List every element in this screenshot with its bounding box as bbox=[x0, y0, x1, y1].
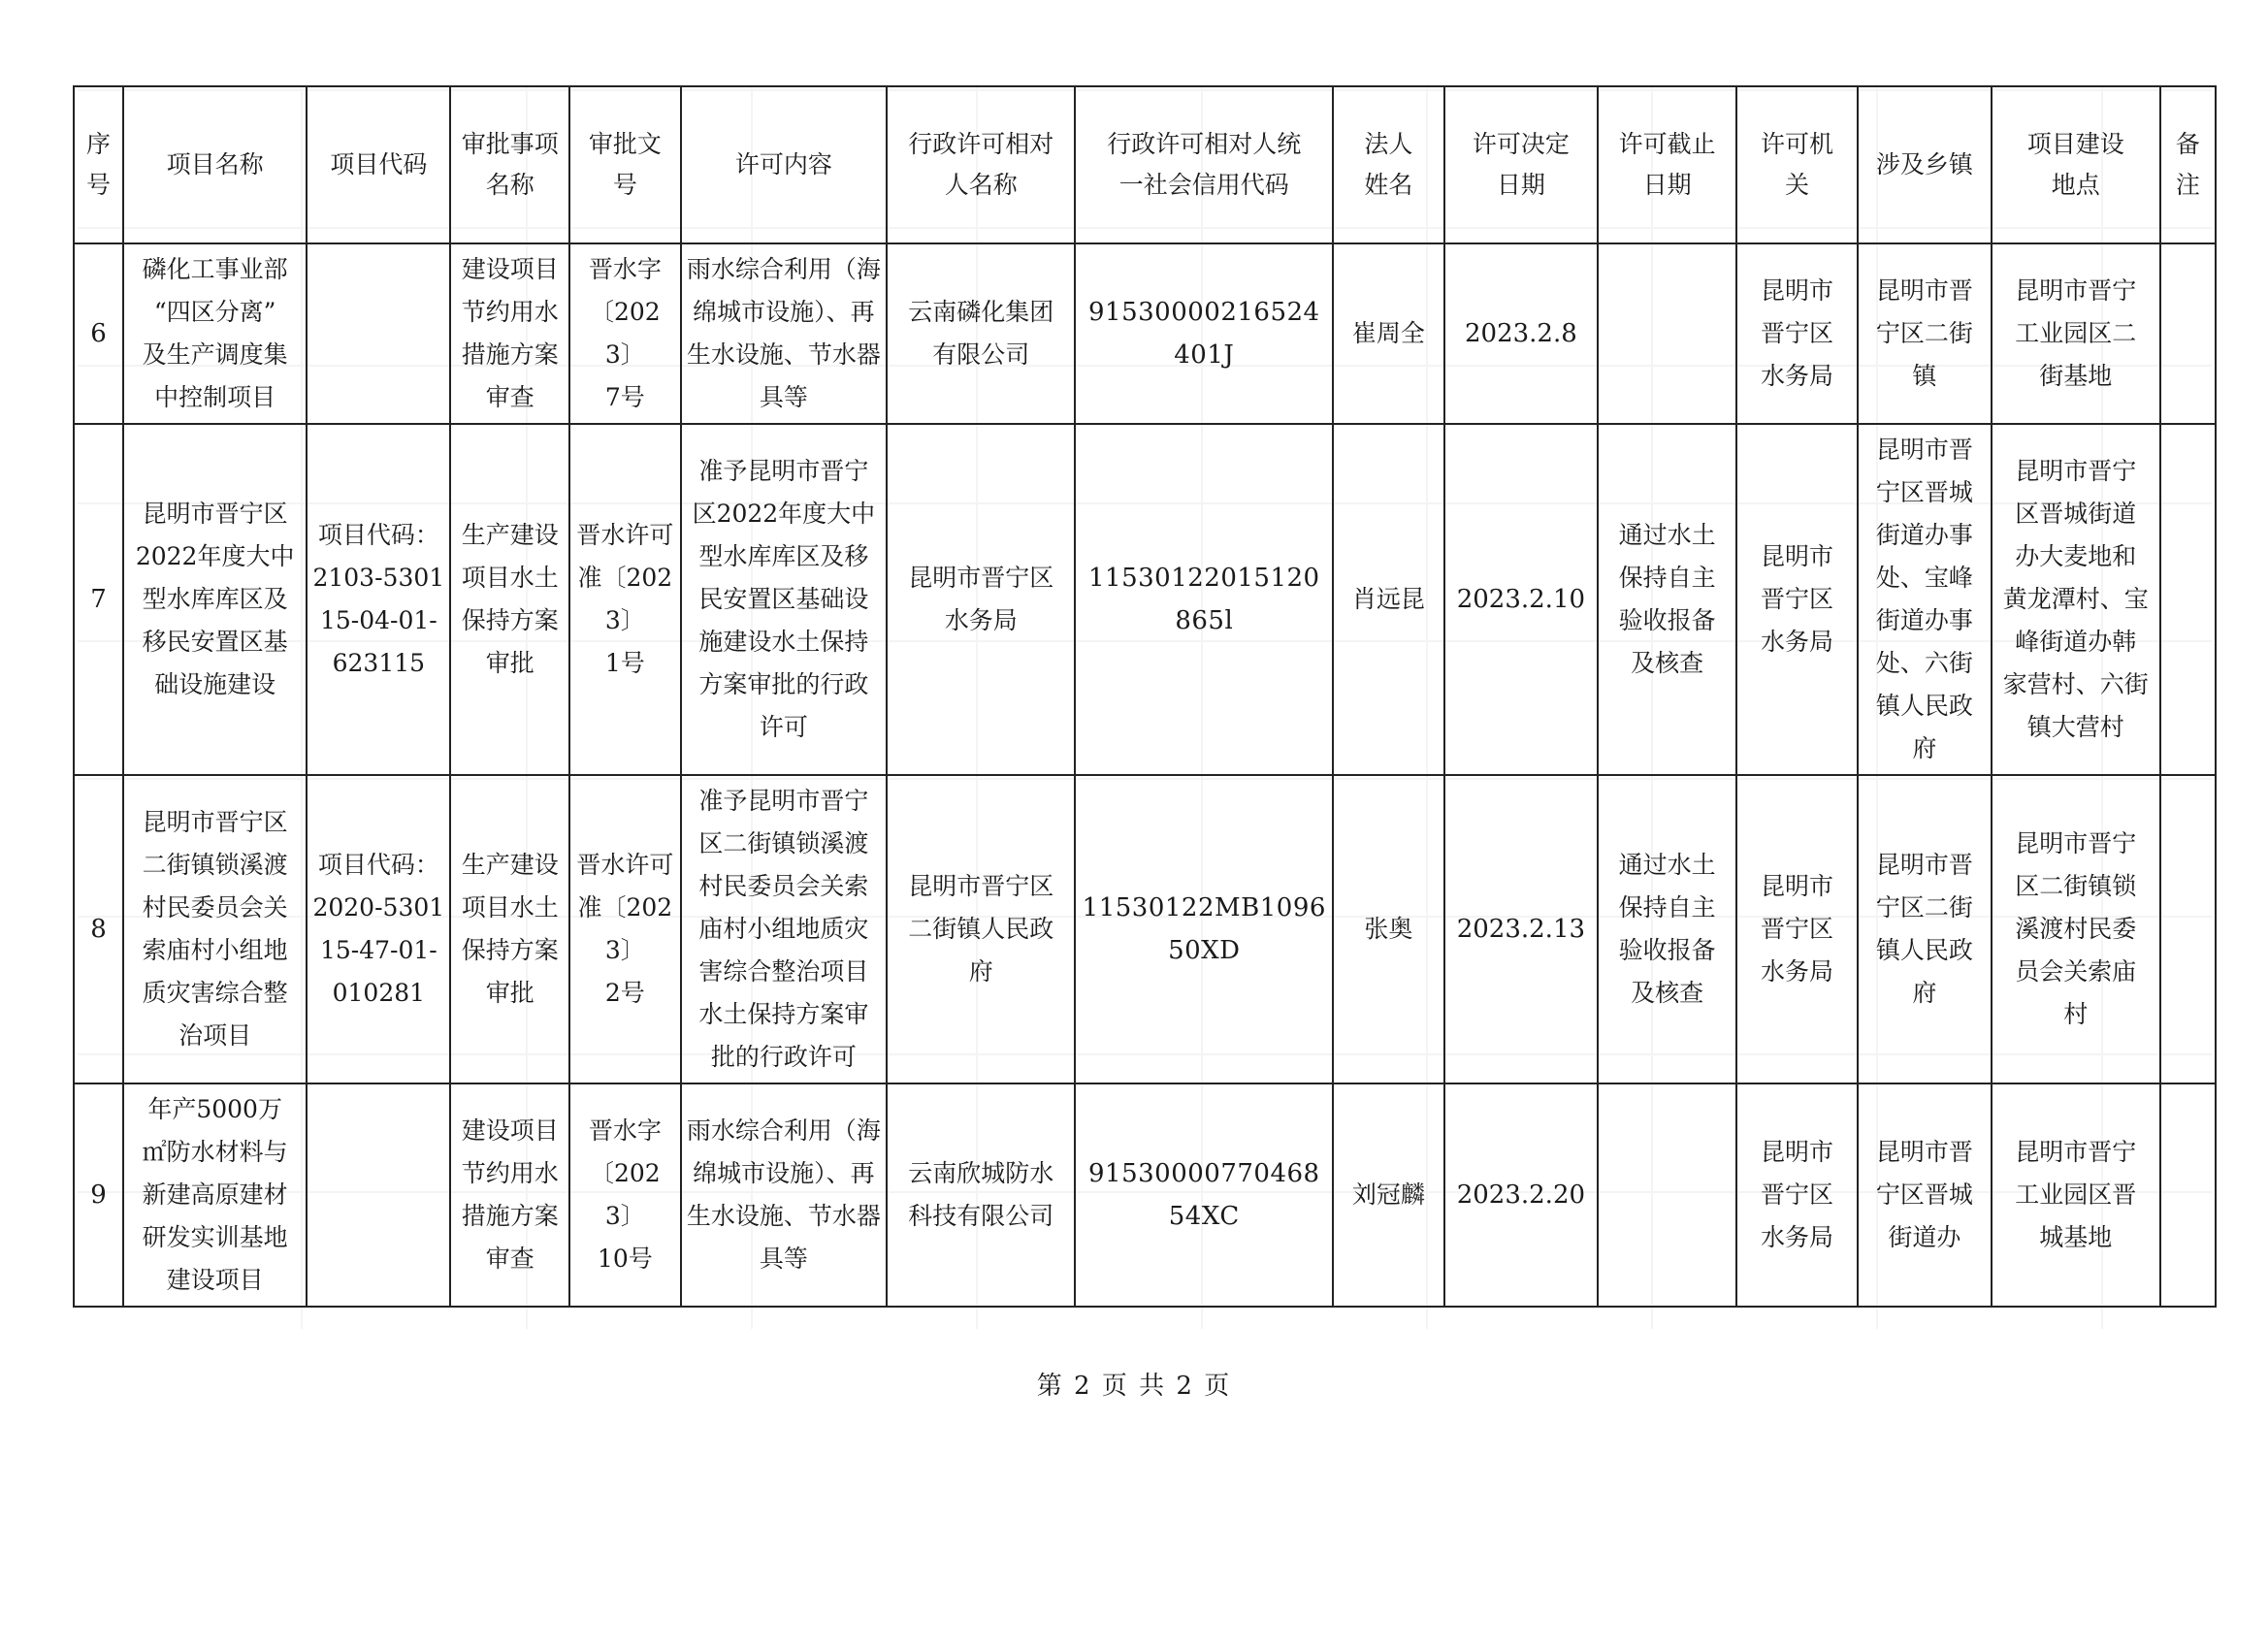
cell-remark bbox=[2160, 1083, 2216, 1307]
cell-location: 昆明市晋宁 区二街镇锁 溪渡村民委 员会关索庙 村 bbox=[1992, 775, 2160, 1083]
cell-project-name: 昆明市晋宁区 2022年度大中 型水库库区及 移民安置区基 础设施建设 bbox=[123, 424, 307, 775]
cell-location: 昆明市晋宁 工业园区晋 城基地 bbox=[1992, 1083, 2160, 1307]
table-row bbox=[74, 243, 2216, 424]
header-decision-date: 许可决定 日期 bbox=[1444, 86, 1598, 243]
header-location: 项目建设 地点 bbox=[1992, 86, 2160, 243]
cell-legal-person: 刘冠麟 bbox=[1333, 1083, 1443, 1307]
header-seq: 序 号 bbox=[74, 86, 123, 243]
cell-content: 准予昆明市晋宁 区二街镇锁溪渡 村民委员会关索 庙村小组地质灾 害综合整治项目 水土保持方案审 批的行政许可 bbox=[681, 775, 888, 1083]
cell-credit-code: 915300007704685​4XC bbox=[1075, 1083, 1333, 1307]
cell-project-code bbox=[307, 243, 450, 424]
cell-credit-code: 91530000216524401J bbox=[1075, 243, 1333, 424]
cell-remark bbox=[2160, 775, 2216, 1083]
header-doc-no: 审批文 号 bbox=[569, 86, 680, 243]
cell-doc-no: 晋水许可 准〔2023〕 1号 bbox=[569, 424, 680, 775]
cell-project-code bbox=[307, 1083, 450, 1307]
cell-holder: 云南欣城防水 科技有限公司 bbox=[887, 1083, 1075, 1307]
cell-location: 昆明市晋宁 区晋城街道 办大麦地和 黄龙潭村、宝 峰街道办韩 家营村、六街 镇大营村 bbox=[1992, 424, 2160, 775]
cell-deadline: 通过水土 保持自主 验收报备 及核查 bbox=[1598, 775, 1736, 1083]
cell-doc-no: 晋水许可 准〔2023〕 2号 bbox=[569, 775, 680, 1083]
header-holder: 行政许可相对 人名称 bbox=[887, 86, 1075, 243]
cell-approval-item: 生产建设 项目水土 保持方案 审批 bbox=[450, 424, 569, 775]
cell-holder: 云南磷化集团 有限公司 bbox=[887, 243, 1075, 424]
header-content: 许可内容 bbox=[681, 86, 888, 243]
table-header-row bbox=[74, 86, 2216, 243]
cell-deadline bbox=[1598, 243, 1736, 424]
header-authority: 许可机 关 bbox=[1736, 86, 1858, 243]
cell-project-name: 昆明市晋宁区 二街镇锁溪渡 村民委员会关 索庙村小组地 质灾害综合整 治项目 bbox=[123, 775, 307, 1083]
cell-towns: 昆明市晋 宁区二街 镇人民政 府 bbox=[1858, 775, 1992, 1083]
permit-table bbox=[73, 85, 2217, 1308]
cell-approval-item: 生产建设 项目水土 保持方案 审批 bbox=[450, 775, 569, 1083]
cell-decision-date: 2023.2.8 bbox=[1444, 243, 1598, 424]
cell-project-code: 项目代码： 2103-5301 15-04-01- 623115 bbox=[307, 424, 450, 775]
cell-authority: 昆明市 晋宁区 水务局 bbox=[1736, 775, 1858, 1083]
cell-content: 准予昆明市晋宁 区2022年度大中 型水库库区及移 民安置区基础设 施建设水土保持 方案审批的行政 许可 bbox=[681, 424, 888, 775]
cell-content: 雨水综合利用（海 绵城市设施）、再 生水设施、节水器 具等 bbox=[681, 1083, 888, 1307]
cell-location: 昆明市晋宁 工业园区二 街基地 bbox=[1992, 243, 2160, 424]
page-number: 第 2 页 共 2 页 bbox=[1036, 1372, 1232, 1401]
cell-deadline bbox=[1598, 1083, 1736, 1307]
cell-deadline: 通过水土 保持自主 验收报备 及核查 bbox=[1598, 424, 1736, 775]
cell-doc-no: 晋水字 〔2023〕 10号 bbox=[569, 1083, 680, 1307]
table-row bbox=[74, 775, 2216, 1083]
cell-decision-date: 2023.2.10 bbox=[1444, 424, 1598, 775]
header-project-name: 项目名称 bbox=[123, 86, 307, 243]
header-remark: 备 注 bbox=[2160, 86, 2216, 243]
header-approval-item: 审批事项 名称 bbox=[450, 86, 569, 243]
cell-seq: 7 bbox=[74, 424, 123, 775]
header-deadline: 许可截止 日期 bbox=[1598, 86, 1736, 243]
cell-seq: 9 bbox=[74, 1083, 123, 1307]
cell-decision-date: 2023.2.20 bbox=[1444, 1083, 1598, 1307]
cell-project-code: 项目代码： 2020-5301 15-47-01- 010281 bbox=[307, 775, 450, 1083]
cell-remark bbox=[2160, 424, 2216, 775]
cell-holder: 昆明市晋宁区 二街镇人民政 府 bbox=[887, 775, 1075, 1083]
cell-content: 雨水综合利用（海 绵城市设施）、再 生水设施、节水器 具等 bbox=[681, 243, 888, 424]
cell-remark bbox=[2160, 243, 2216, 424]
table-row bbox=[74, 424, 2216, 775]
cell-seq: 6 bbox=[74, 243, 123, 424]
cell-authority: 昆明市 晋宁区 水务局 bbox=[1736, 243, 1858, 424]
cell-legal-person: 张奥 bbox=[1333, 775, 1443, 1083]
cell-approval-item: 建设项目 节约用水 措施方案 审查 bbox=[450, 243, 569, 424]
cell-doc-no: 晋水字 〔2023〕 7号 bbox=[569, 243, 680, 424]
cell-project-name: 磷化工事业部 “四区分离” 及生产调度集 中控制项目 bbox=[123, 243, 307, 424]
cell-towns: 昆明市晋 宁区二街 镇 bbox=[1858, 243, 1992, 424]
cell-project-name: 年产5000万 ㎡防水材料与 新建高原建材 研发实训基地 建设项目 bbox=[123, 1083, 307, 1307]
cell-approval-item: 建设项目 节约用水 措施方案 审查 bbox=[450, 1083, 569, 1307]
cell-authority: 昆明市 晋宁区 水务局 bbox=[1736, 424, 1858, 775]
header-credit-code: 行政许可相对人统 一社会信用代码 bbox=[1075, 86, 1333, 243]
header-project-code: 项目代码 bbox=[307, 86, 450, 243]
table-row bbox=[74, 1083, 2216, 1307]
cell-towns: 昆明市晋 宁区晋城 街道办 bbox=[1858, 1083, 1992, 1307]
cell-credit-code: 11530122015120865l bbox=[1075, 424, 1333, 775]
cell-legal-person: 崔周全 bbox=[1333, 243, 1443, 424]
header-legal-person: 法人 姓名 bbox=[1333, 86, 1443, 243]
cell-decision-date: 2023.2.13 bbox=[1444, 775, 1598, 1083]
cell-seq: 8 bbox=[74, 775, 123, 1083]
header-towns: 涉及乡镇 bbox=[1858, 86, 1992, 243]
cell-holder: 昆明市晋宁区 水务局 bbox=[887, 424, 1075, 775]
cell-authority: 昆明市 晋宁区 水务局 bbox=[1736, 1083, 1858, 1307]
cell-credit-code: 11530122MB109650XD bbox=[1075, 775, 1333, 1083]
cell-legal-person: 肖远昆 bbox=[1333, 424, 1443, 775]
cell-towns: 昆明市晋 宁区晋城 街道办事 处、宝峰 街道办事 处、六街 镇人民政 府 bbox=[1858, 424, 1992, 775]
